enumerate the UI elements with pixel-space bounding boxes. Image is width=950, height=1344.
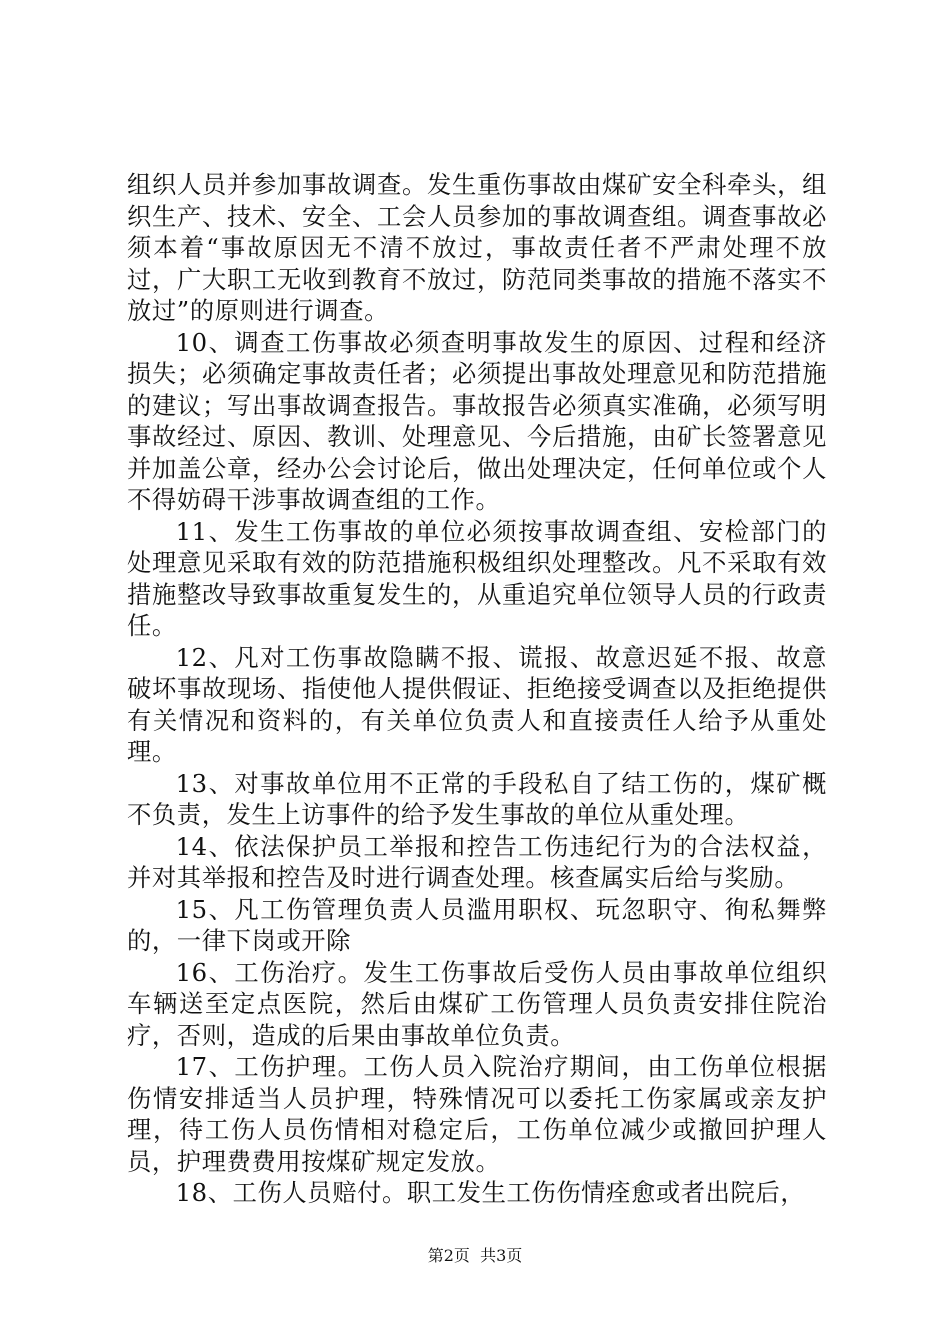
paragraph-14: 14、依法保护员工举报和控告工伤违纪行为的合法权益，并对其举报和控告及时进行调查处理。核查属实后给与奖励。 — [127, 831, 827, 892]
paragraph-16: 16、工伤治疗。发生工伤事故后受伤人员由事故单位组织车辆送至定点医院，然后由煤矿工伤管理人员负责安排住院治疗，否则，造成的后果由事故单位负责。 — [127, 957, 827, 1050]
paragraph-12: 12、凡对工伤事故隐瞒不报、谎报、故意迟延不报、故意破坏事故现场、指使他人提供假证、拒绝接受调查以及拒绝提供有关情况和资料的，有关单位负责人和直接责任人给予从重处理。 — [127, 642, 827, 766]
paragraph-17: 17、工伤护理。工伤人员入院治疗期间，由工伤单位根据伤情安排适当人员护理，特殊情况可以委托工伤家属或亲友护理，待工伤人员伤情相对稳定后，工伤单位减少或撤回护理人员，护理费费用按煤矿规定发放。 — [127, 1052, 827, 1176]
document-body — [127, 169, 827, 1209]
paragraph-11: 11、发生工伤事故的单位必须按事故调查组、安检部门的处理意见采取有效的防范措施积极组织处理整改。凡不采取有效措施整改导致事故重复发生的，从重追究单位领导人员的行政责任。 — [127, 516, 827, 640]
paragraph-10: 10、调查工伤事故必须查明事故发生的原因、过程和经济损失；必须确定事故责任者；必须提出事故处理意见和防范措施的建议；写出事故调查报告。事故报告必须真实准确，必须写明事故经过、原因、教训、处理意见、今后措施，由矿长签署意见并加盖公章，经办公会讨论后，做出处理决定，任何单位或个人不得妨碍干涉事故调查组的工作。 — [127, 327, 827, 514]
page-number-label: 第2页 共3页 — [427, 1246, 523, 1265]
paragraph-13: 13、对事故单位用不正常的手段私自了结工伤的，煤矿概不负责，发生上访事件的给予发生事故的单位从重处理。 — [127, 768, 827, 829]
paragraph-15: 15、凡工伤管理负责人员滥用职权、玩忽职守、徇私舞弊的，一律下岗或开除 — [127, 894, 827, 955]
page-footer — [0, 1245, 950, 1267]
paragraph-18: 18、工伤人员赔付。职工发生工伤伤情痊愈或者出院后， — [175, 1178, 806, 1207]
paragraph-intro: 组织人员并参加事故调查。发生重伤事故由煤矿安全科牵头，组织生产、技术、安全、工会人员参加的事故调查组。调查事故必须本着“事故原因无不清不放过，事故责任者不严肃处理不放过，广大职工无收到教育不放过，防范同类事故的措施不落实不放过”的原则进行调查。 — [127, 170, 827, 325]
